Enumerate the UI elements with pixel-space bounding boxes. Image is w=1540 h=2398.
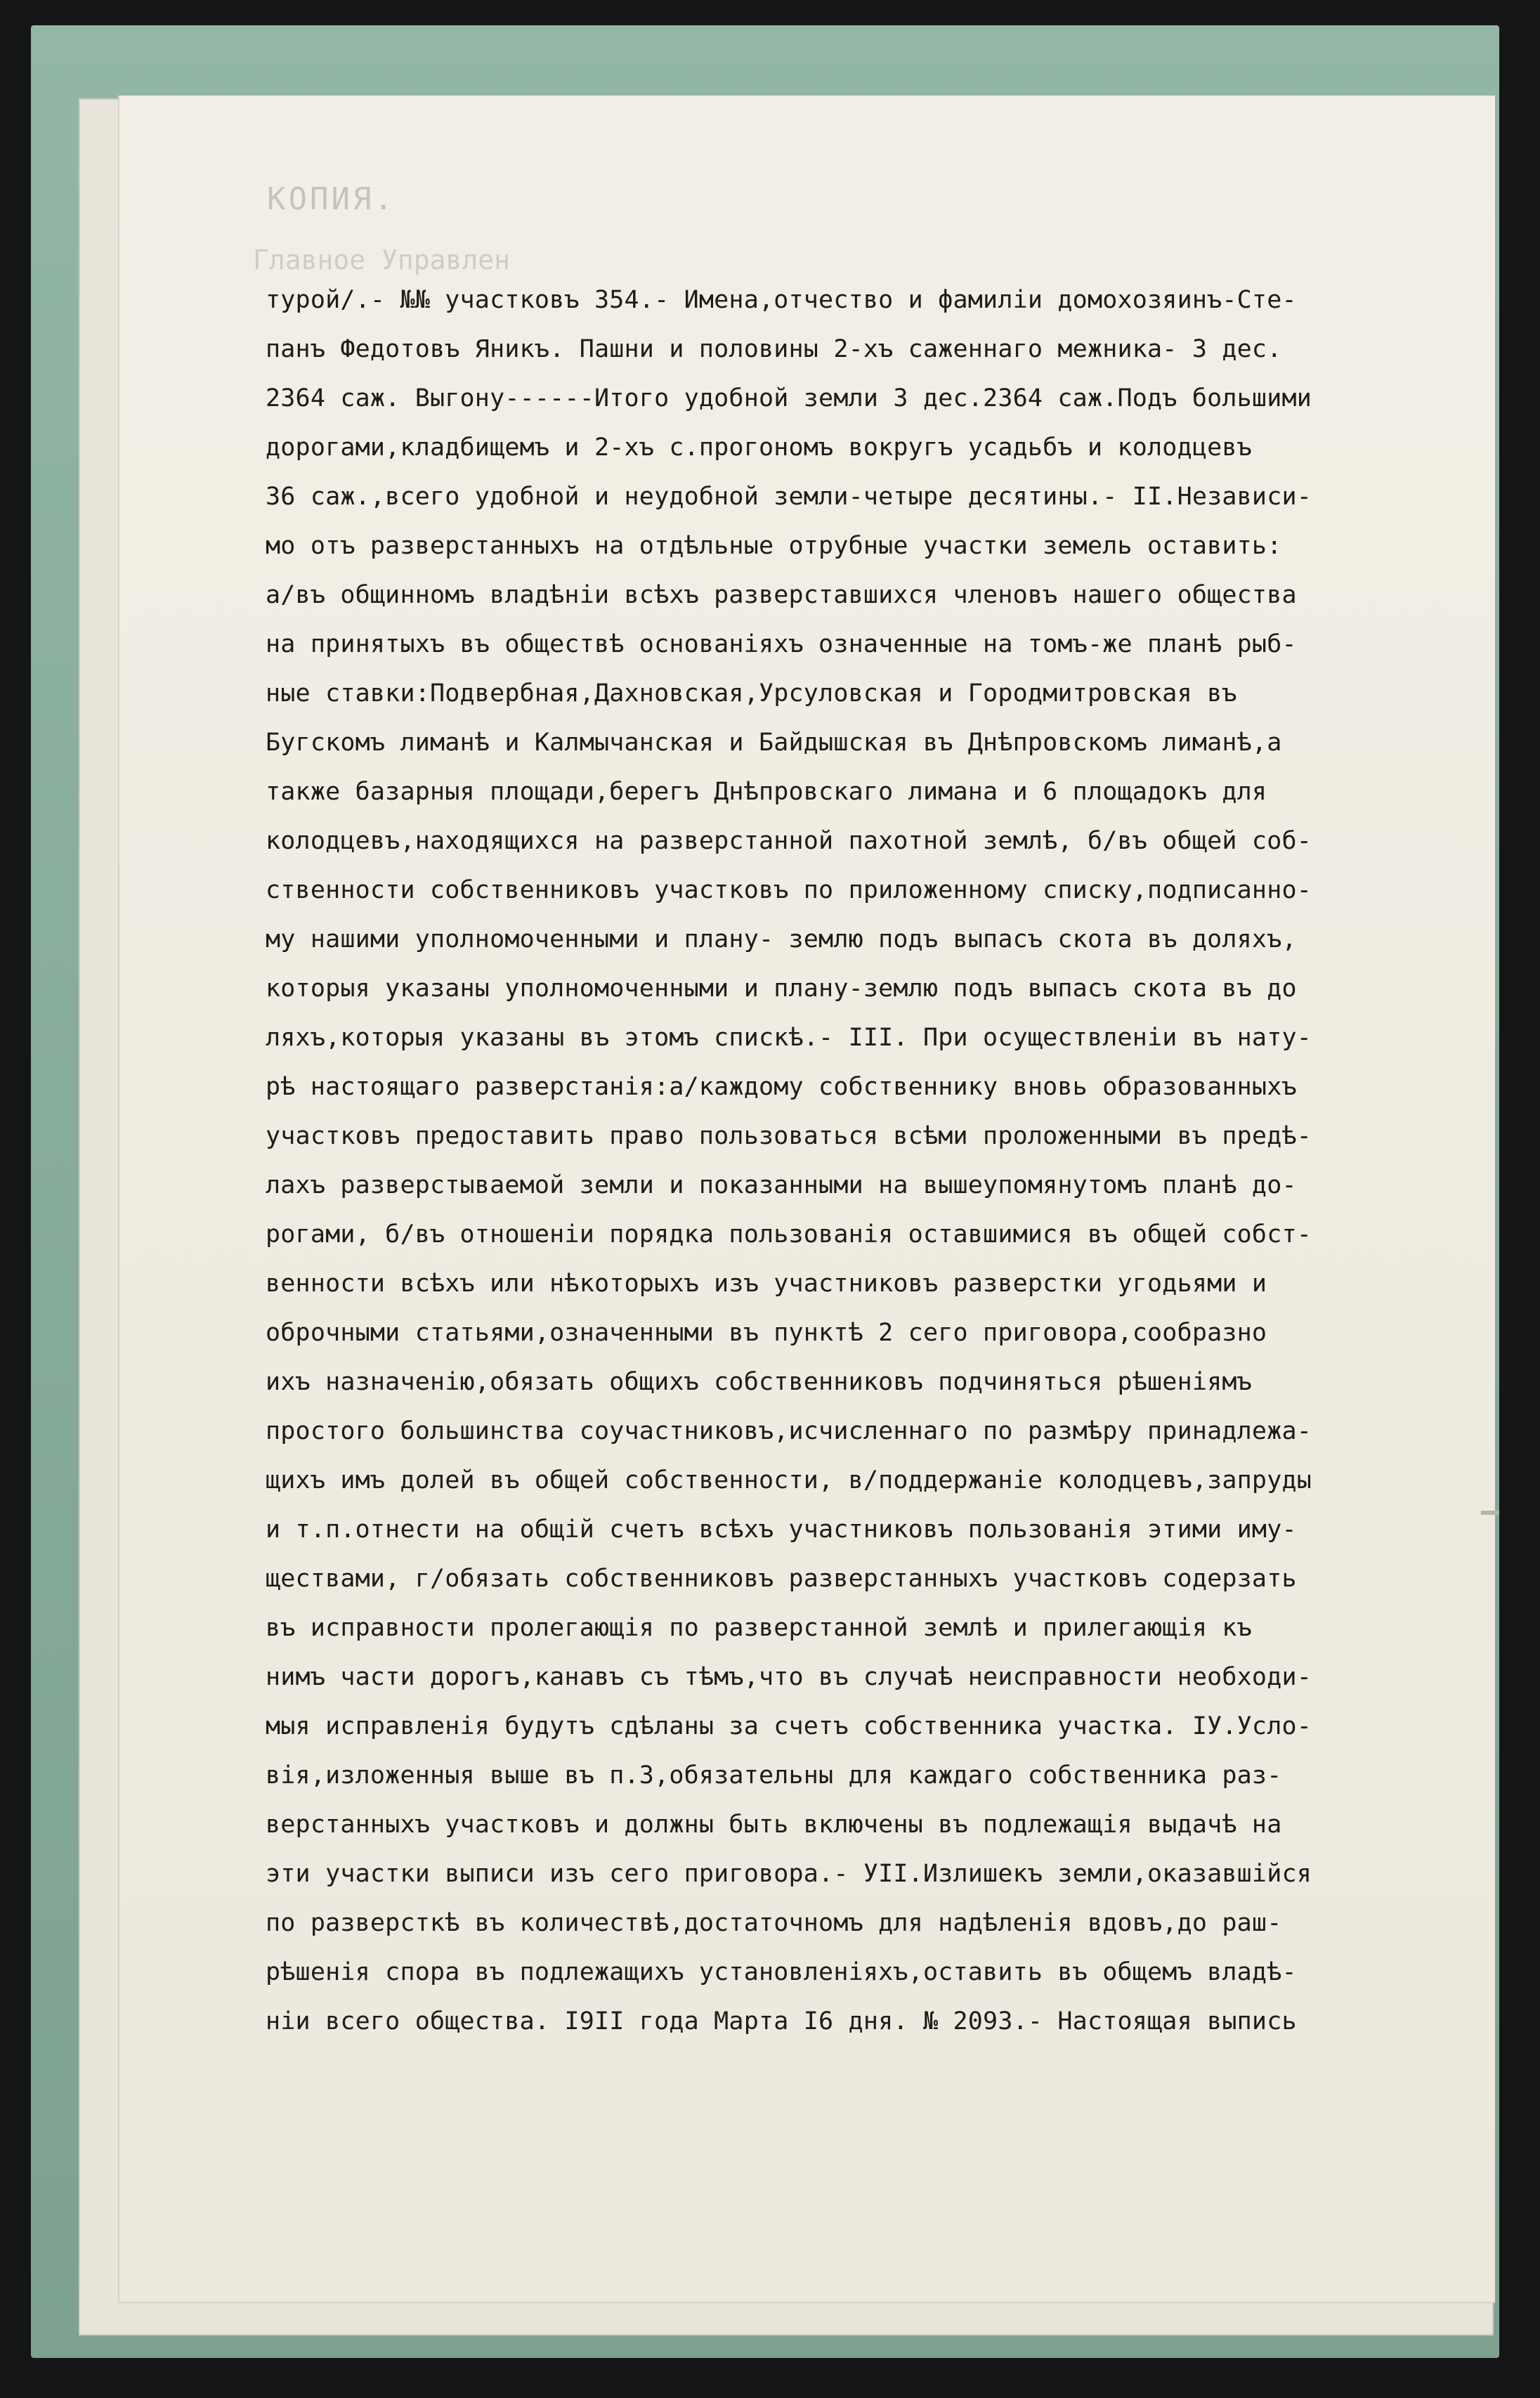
text-line: рѣ настоящаго разверстанiя:а/каждому собственнику вновь образованныхъ [266,1073,1297,1101]
text-line: ихъ назначенiю,обязать общихъ собственниковъ подчиняться рѣшенiямъ [266,1368,1252,1396]
text-line: лахъ разверстываемой земли и показанными на вышеупомянутомъ планѣ до- [266,1171,1297,1199]
text-line: ществами, г/обязать собственниковъ разверстанныхъ участковъ содерзать [266,1565,1297,1593]
text-line: нимъ части дорогъ,канавъ съ тѣмъ,что въ случаѣ неисправности необходи- [266,1663,1312,1691]
text-line: панъ Федотовъ Яникъ. Пашни и половины 2-хъ саженнаго межника- 3 дес. [266,335,1282,363]
text-line: 2364 саж. Выгону------Итого удобной земли 3 дес.2364 саж.Подъ большими [266,384,1312,412]
text-line: которыя указаны уполномоченными и плану-землю подъ выпасъ скота въ до [266,975,1297,1003]
text-line: дорогами,кладбищемъ и 2-хъ с.прогономъ вокругъ усадьбъ и колодцевъ [266,434,1252,462]
text-line: верстанныхъ участковъ и должны быть включены въ подлежащiя выдачѣ на [266,1811,1282,1839]
text-line: мо отъ разверстанныхъ на отдѣльные отрубные участки земель оставить: [266,532,1282,560]
text-line: ные ставки:Подвербная,Дахновская,Урсуловская и Городмитровская въ [266,679,1237,708]
text-line: также базарныя площади,берегъ Днѣпровскаго лимана и 6 площадокъ для [266,778,1267,806]
text-line: ляхъ,которыя указаны въ этомъ спискѣ.- III. При осуществленiи въ нату- [266,1024,1312,1052]
text-line: рѣшенiя спора въ подлежащихъ установленiяхъ,оставить въ общемъ владѣ- [266,1958,1297,1986]
text-line: колодцевъ,находящихся на разверстанной пахотной землѣ, б/въ общей соб- [266,827,1312,855]
binding-clip [1481,1511,1499,1515]
text-line: турой/.- №№ участковъ 354.- Имена,отчество и фамилiи домохозяинъ-Сте- [266,286,1297,314]
text-line: 36 саж.,всего удобной и неудобной земли-четыре десятины.- II.Независи- [266,483,1312,511]
text-line: по разверсткѣ въ количествѣ,достаточномъ для надѣленiя вдовъ,до раш- [266,1909,1282,1937]
text-line: щихъ имъ долей въ общей собственности, в/поддержанiе колодцевъ,запруды [266,1466,1312,1494]
text-line: рогами, б/въ отношенiи порядка пользованiя оставшимися въ общей собст- [266,1220,1312,1249]
text-line: а/въ общинномъ владѣнiи всѣхъ разверставшихся членовъ нашего общества [266,581,1297,609]
text-line: венности всѣхъ или нѣкоторыхъ изъ участниковъ разверстки угодьями и [266,1270,1267,1298]
text-line: Бугскомъ лиманѣ и Калмычанская и Байдышская въ Днѣпровскомъ лиманѣ,а [266,729,1282,757]
text-line: му нашими уполномоченными и плану- землю подъ выпасъ скота въ доляхъ, [266,925,1297,953]
text-line: на принятыхъ въ обществѣ основанiяхъ означенные на томъ-же планѣ рыб- [266,630,1297,658]
text-line: вiя,изложенныя выше въ п.3,обязательны для каждаго собственника раз- [266,1761,1282,1790]
show-through-line: Главное Управлен [253,245,511,275]
text-line: нiи всего общества. I9II года Марта I6 дня. № 2093.- Настоящая выпись [266,2007,1297,2035]
text-line: эти участки выписи изъ сего приговора.- УII.Излишекъ земли,оказавшiйся [266,1860,1312,1888]
text-line: простого большинства соучастниковъ,исчисленнаго по размѣру принадлежа- [266,1417,1312,1445]
text-line: участковъ предоставить право пользоваться всѣми проложенными въ предѣ- [266,1122,1312,1150]
text-line: въ исправности пролегающiя по разверстанной землѣ и прилегающiя къ [266,1614,1252,1642]
text-line: и т.п.отнести на общiй счетъ всѣхъ участниковъ пользованiя этими иму- [266,1516,1297,1544]
text-line: мыя исправленiя будутъ сдѣланы за счетъ собственника участка. IУ.Усло- [266,1712,1312,1740]
text-line: ственности собственниковъ участковъ по приложенному списку,подписанно- [266,876,1312,904]
document-body [266,275,1492,2046]
show-through-heading: КОПИЯ. [267,181,396,217]
text-line: оброчными статьями,означенными въ пунктѣ 2 сего приговора,сообразно [266,1319,1267,1347]
